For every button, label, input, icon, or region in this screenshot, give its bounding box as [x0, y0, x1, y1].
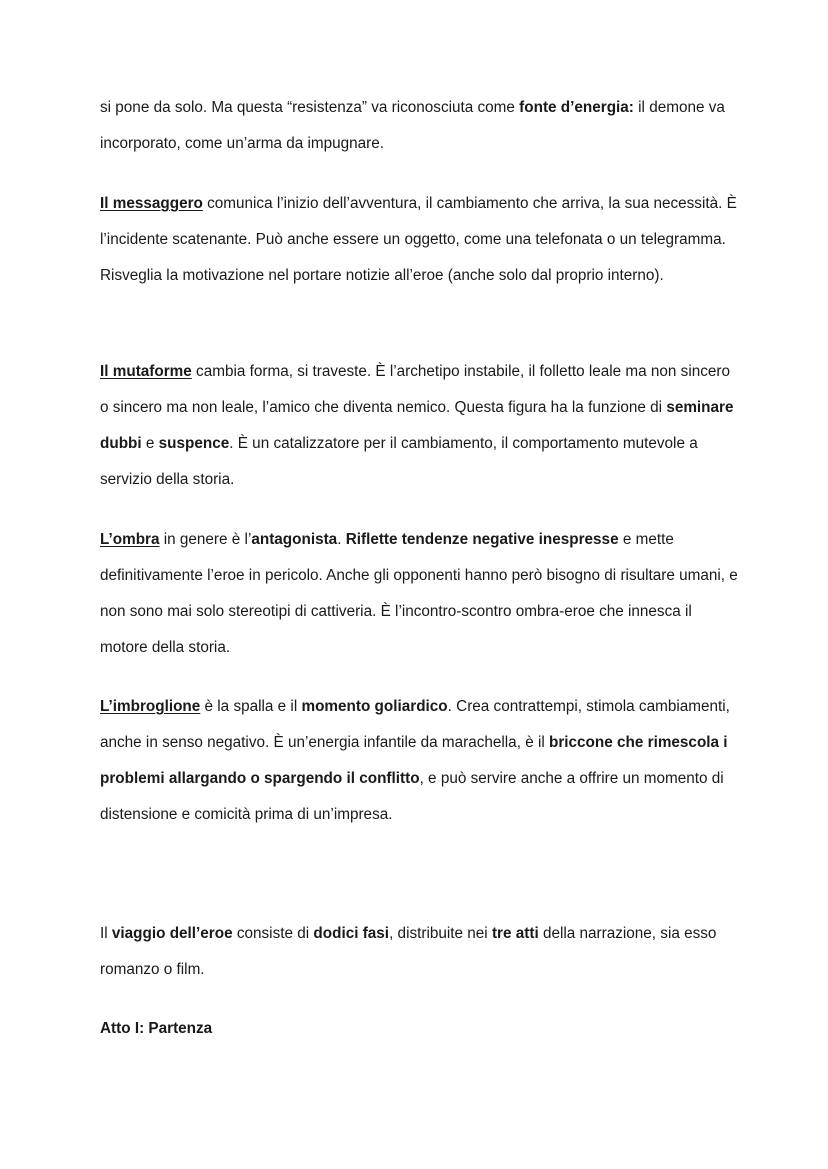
text-span: . Crea contrattempi, stimola cambiamenti, anche in senso negativo. È un’energia infantile da marachella, è il — [100, 698, 730, 751]
text-span: , distribuite nei — [389, 925, 492, 942]
text-span: . È un catalizzatore per il cambiamento, il comportamento mutevole a servizio della storia. — [100, 435, 698, 488]
text-span: si pone da solo. Ma questa “resistenza” va riconosciuta come — [100, 99, 520, 116]
text-span: in genere è l’ — [159, 531, 252, 548]
text-span: . — [337, 531, 346, 548]
bold-phrase: briccone che rimescola i problemi allargando o spargendo il conflitto — [100, 734, 728, 787]
text-span: della narrazione, sia esso romanzo o film. — [100, 925, 717, 978]
text-span: consiste di — [232, 925, 314, 942]
bold-phrase: momento goliardico — [301, 698, 448, 715]
bold-phrase: dodici fasi — [313, 925, 390, 942]
term-mutaforme: Il mutaforme — [100, 363, 192, 380]
text-span: , e può servire anche a offrire un momento di distensione e comicità prima di un’impresa. — [100, 770, 724, 823]
bold-phrase: suspence — [158, 435, 230, 452]
text-span: è la spalla e il — [200, 698, 302, 715]
text-span: e mette definitivamente l’eroe in pericolo. Anche gli opponenti hanno però bisogno di risultare umani, e non sono mai solo stereotipi di cattiveria. È l’incontro-scontro ombra-eroe che innesca il motore della storia. — [100, 531, 738, 656]
paragraph-messaggero — [100, 186, 740, 294]
bold-phrase: tre atti — [491, 925, 539, 942]
term-messaggero: Il messaggero — [100, 195, 203, 212]
section-heading-atto-i: Atto I: Partenza — [100, 1020, 213, 1037]
paragraph-resistenza — [100, 90, 740, 162]
bold-phrase: seminare dubbi — [100, 399, 734, 452]
text-span: il demone va incorporato, come un’arma da impugnare. — [100, 99, 725, 152]
term-ombra: L’ombra — [100, 531, 160, 548]
paragraph-viaggio-eroe — [100, 916, 740, 988]
text-span: comunica l’inizio dell’avventura, il cambiamento che arriva, la sua necessità. È l’incidente scatenante. Può anche essere un oggetto, come una telefonata o un telegramma. Risveglia la motivazione nel portare notizie all’eroe (anche solo dal proprio interno). — [100, 195, 737, 284]
bold-phrase: antagonista — [251, 531, 338, 548]
bold-phrase: fonte d’energia: — [519, 99, 634, 116]
paragraph-mutaforme — [100, 354, 740, 498]
bold-phrase: viaggio dell’eroe — [111, 925, 233, 942]
paragraph-imbroglione — [100, 689, 740, 833]
bold-phrase: Riflette tendenze negative inespresse — [345, 531, 619, 548]
text-span: Il — [100, 925, 112, 942]
text-span: cambia forma, si traveste. È l’archetipo instabile, il folletto leale ma non sincero o sincero ma non leale, l’amico che diventa nemico. Questa figura ha la funzione di — [100, 363, 730, 416]
term-imbroglione: L’imbroglione — [100, 698, 201, 715]
text-span: e — [141, 435, 159, 452]
paragraph-ombra — [100, 522, 740, 666]
